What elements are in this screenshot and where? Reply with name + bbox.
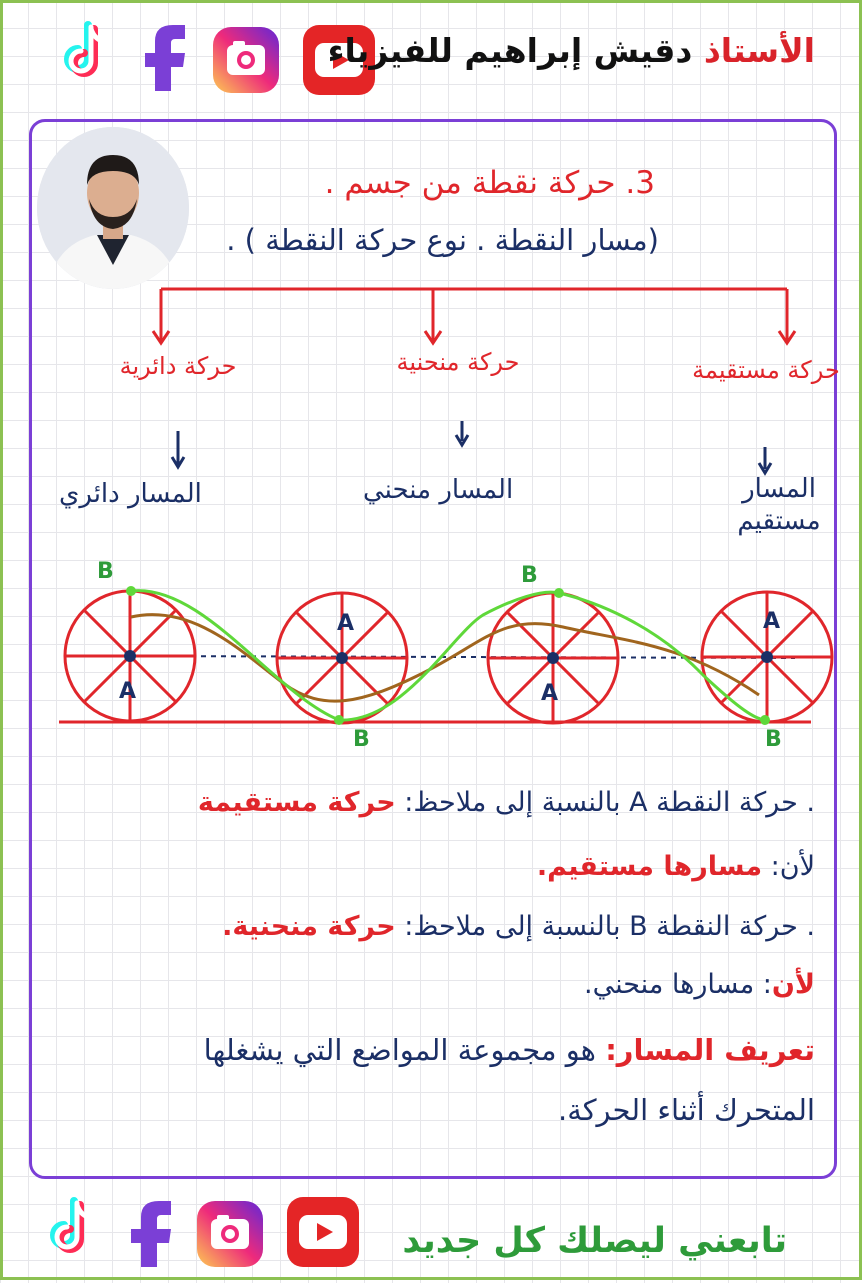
note-4-prefix: لأن — [771, 969, 815, 1000]
branch-curved-type: حركة منحنية — [396, 348, 520, 376]
page-header — [3, 3, 862, 113]
follow-text: تابعني ليصلك كل جديد — [402, 1221, 787, 1261]
label-point-a-1: A — [119, 679, 137, 704]
tiktok-icon[interactable] — [47, 17, 121, 91]
note-line-3 — [222, 911, 815, 942]
label-point-a-4: A — [763, 609, 781, 634]
note-3-prefix: . حركة النقطة B بالنسبة إلى ملاحظ: — [395, 911, 815, 942]
brand-title — [328, 31, 815, 70]
definition-line-2: المتحرك أثناء الحركة. — [557, 1093, 815, 1127]
instagram-icon[interactable] — [209, 23, 283, 97]
note-1-value: حركة مستقيمة — [197, 787, 396, 818]
branch-straight-path: المسار مستقيم — [737, 474, 821, 536]
label-point-b-2: B — [353, 727, 370, 752]
facebook-icon[interactable] — [129, 17, 203, 91]
youtube-icon[interactable] — [285, 1195, 361, 1269]
note-2-value: مسارها مستقيم. — [536, 851, 763, 882]
label-point-a-2: A — [337, 611, 355, 636]
label-point-b-1: B — [97, 559, 114, 584]
definition-text: هو مجموعة المواضع التي يشغلها — [203, 1033, 606, 1067]
branch-circular-path: المسار دائري — [59, 479, 202, 509]
tiktok-icon[interactable] — [33, 1193, 107, 1267]
label-point-b-3: B — [521, 563, 538, 588]
lesson-subtitle: (مسار النقطة . نوع حركة النقطة ) . — [226, 223, 659, 257]
page-footer — [3, 1183, 862, 1283]
branch-curved-path: المسار منحني — [363, 475, 514, 505]
label-point-b-4: B — [765, 727, 782, 752]
facebook-icon[interactable] — [115, 1193, 189, 1267]
brand-name: دقيش إبراهيم للفيزياء — [327, 31, 693, 70]
definition-term: تعريف المسار: — [605, 1033, 815, 1067]
note-line-2 — [537, 851, 815, 882]
definition-line-1 — [204, 1033, 815, 1067]
note-3-value: حركة منحنية. — [222, 911, 396, 942]
note-4-value: : مسارها منحني. — [584, 969, 772, 1000]
brand-prefix: الأستاذ — [703, 31, 815, 70]
note-line-4 — [584, 969, 815, 1000]
branch-straight-type: حركة مستقيمة — [692, 356, 840, 384]
branch-circular-type: حركة دائرية — [119, 352, 237, 380]
label-point-a-3: A — [541, 681, 559, 706]
note-2-prefix: لأن: — [762, 851, 815, 882]
note-1-prefix: . حركة النقطة A بالنسبة إلى ملاحظ: — [395, 787, 815, 818]
lesson-title: 3. حركة نقطة من جسم . — [324, 165, 655, 201]
note-line-1 — [198, 787, 815, 818]
teacher-photo — [37, 127, 189, 289]
instagram-icon[interactable] — [193, 1197, 267, 1271]
